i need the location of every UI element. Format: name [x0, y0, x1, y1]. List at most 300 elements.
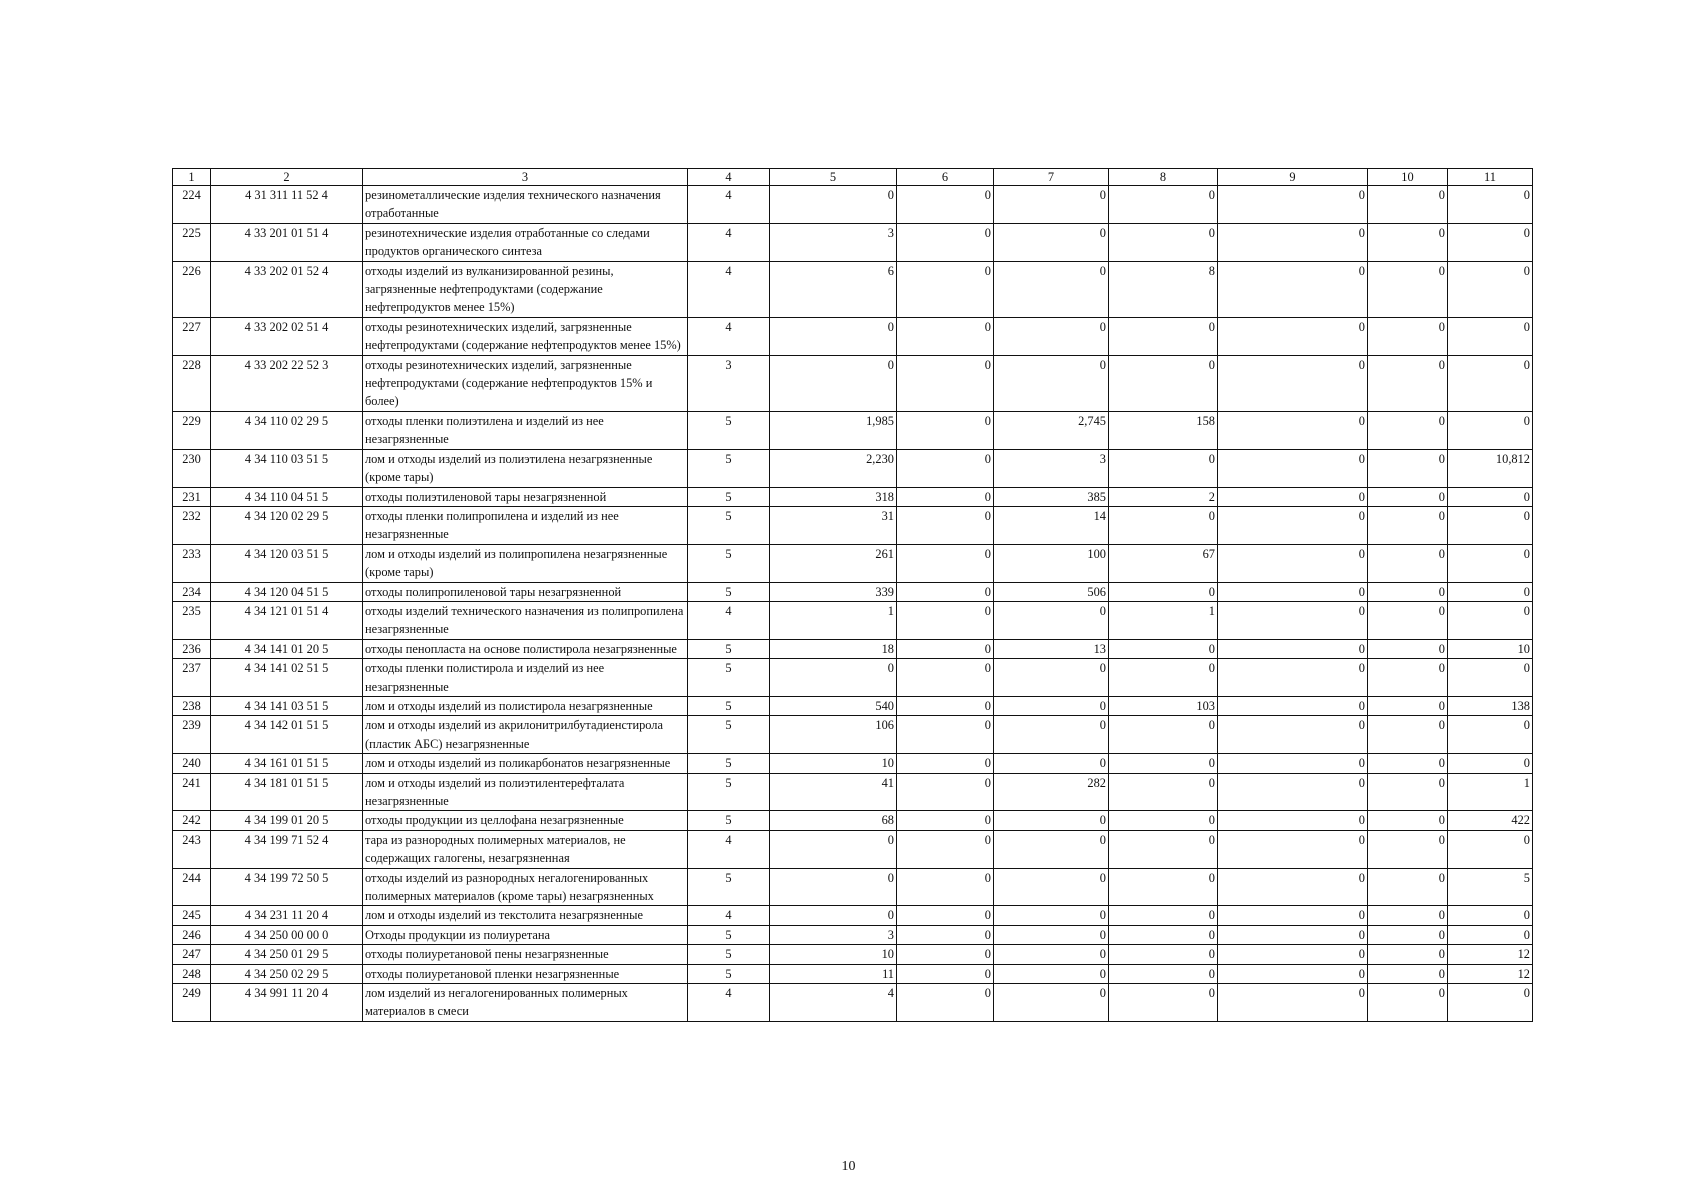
col-11-cell: 0 [1448, 582, 1533, 601]
col-6-cell: 0 [897, 754, 994, 773]
waste-code-cell: 4 34 141 01 20 5 [211, 639, 363, 658]
row-number-cell: 233 [173, 544, 211, 582]
header-cell-3: 3 [363, 169, 688, 186]
waste-code-cell: 4 34 141 03 51 5 [211, 696, 363, 715]
waste-name-cell: отходы пленки полипропилена и изделий из нее незагрязненные [363, 506, 688, 544]
row-number-cell: 238 [173, 696, 211, 715]
row-number-cell: 248 [173, 964, 211, 983]
col-8-cell: 67 [1109, 544, 1218, 582]
col-9-cell: 0 [1218, 223, 1368, 261]
header-cell-10: 10 [1368, 169, 1448, 186]
col-11-cell: 0 [1448, 830, 1533, 868]
col-9-cell: 0 [1218, 868, 1368, 906]
col-5-cell: 0 [770, 355, 897, 411]
col-8-cell: 2 [1109, 487, 1218, 506]
col-5-cell: 3 [770, 925, 897, 944]
col-7-cell: 13 [994, 639, 1109, 658]
waste-name-cell: резинометаллические изделия технического назначения отработанные [363, 186, 688, 224]
col-9-cell: 0 [1218, 582, 1368, 601]
col-11-cell: 10,812 [1448, 449, 1533, 487]
col-8-cell: 0 [1109, 945, 1218, 964]
table-row [173, 355, 1533, 411]
col-9-cell: 0 [1218, 659, 1368, 697]
col-6-cell: 0 [897, 449, 994, 487]
col-10-cell: 0 [1368, 223, 1448, 261]
table-row [173, 487, 1533, 506]
col-6-cell: 0 [897, 659, 994, 697]
table-row [173, 906, 1533, 925]
col-7-cell: 14 [994, 506, 1109, 544]
table-row [173, 261, 1533, 317]
waste-name-cell: тара из разнородных полимерных материалов, не содержащих галогены, незагрязненная [363, 830, 688, 868]
col-5-cell: 2,230 [770, 449, 897, 487]
col-11-cell: 0 [1448, 544, 1533, 582]
waste-name-cell: отходы пленки полистирола и изделий из нее незагрязненные [363, 659, 688, 697]
col-7-cell: 3 [994, 449, 1109, 487]
col-10-cell: 0 [1368, 945, 1448, 964]
col-10-cell: 0 [1368, 868, 1448, 906]
col-7-cell: 0 [994, 754, 1109, 773]
col-7-cell: 0 [994, 868, 1109, 906]
col-8-cell: 0 [1109, 639, 1218, 658]
header-cell-11: 11 [1448, 169, 1533, 186]
table-row [173, 582, 1533, 601]
hazard-class-cell: 4 [688, 223, 770, 261]
col-6-cell: 0 [897, 811, 994, 830]
col-9-cell: 0 [1218, 186, 1368, 224]
col-6-cell: 0 [897, 487, 994, 506]
waste-code-cell: 4 34 250 00 00 0 [211, 925, 363, 944]
col-10-cell: 0 [1368, 261, 1448, 317]
col-7-cell: 0 [994, 964, 1109, 983]
table-row [173, 449, 1533, 487]
hazard-class-cell: 5 [688, 582, 770, 601]
header-cell-6: 6 [897, 169, 994, 186]
waste-code-cell: 4 34 120 02 29 5 [211, 506, 363, 544]
table-row [173, 186, 1533, 224]
hazard-class-cell: 3 [688, 355, 770, 411]
col-9-cell: 0 [1218, 411, 1368, 449]
col-9-cell: 0 [1218, 945, 1368, 964]
col-10-cell: 0 [1368, 639, 1448, 658]
waste-code-cell: 4 33 202 22 52 3 [211, 355, 363, 411]
hazard-class-cell: 4 [688, 830, 770, 868]
hazard-class-cell: 4 [688, 261, 770, 317]
col-5-cell: 261 [770, 544, 897, 582]
col-8-cell: 0 [1109, 984, 1218, 1022]
col-11-cell: 0 [1448, 601, 1533, 639]
waste-code-cell: 4 34 120 04 51 5 [211, 582, 363, 601]
hazard-class-cell: 5 [688, 696, 770, 715]
col-7-cell: 506 [994, 582, 1109, 601]
col-5-cell: 10 [770, 945, 897, 964]
col-9-cell: 0 [1218, 355, 1368, 411]
col-5-cell: 318 [770, 487, 897, 506]
col-9-cell: 0 [1218, 830, 1368, 868]
header-cell-8: 8 [1109, 169, 1218, 186]
col-6-cell: 0 [897, 355, 994, 411]
table-row [173, 811, 1533, 830]
waste-code-cell: 4 34 231 11 20 4 [211, 906, 363, 925]
waste-name-cell: лом и отходы изделий из акрилонитрилбутадиенстирола (пластик АБС) незагрязненные [363, 716, 688, 754]
waste-data-table [172, 168, 1533, 1022]
header-row [173, 169, 1533, 186]
col-8-cell: 0 [1109, 830, 1218, 868]
col-5-cell: 0 [770, 868, 897, 906]
col-9-cell: 0 [1218, 925, 1368, 944]
col-5-cell: 1 [770, 601, 897, 639]
col-5-cell: 0 [770, 186, 897, 224]
waste-name-cell: отходы полипропиленовой тары незагрязненной [363, 582, 688, 601]
col-6-cell: 0 [897, 868, 994, 906]
col-10-cell: 0 [1368, 754, 1448, 773]
row-number-cell: 226 [173, 261, 211, 317]
col-9-cell: 0 [1218, 964, 1368, 983]
waste-code-cell: 4 34 199 01 20 5 [211, 811, 363, 830]
hazard-class-cell: 5 [688, 449, 770, 487]
table-row [173, 868, 1533, 906]
col-11-cell: 0 [1448, 355, 1533, 411]
col-8-cell: 0 [1109, 659, 1218, 697]
col-11-cell: 0 [1448, 925, 1533, 944]
col-8-cell: 0 [1109, 925, 1218, 944]
waste-name-cell: лом и отходы изделий из полипропилена незагрязненные (кроме тары) [363, 544, 688, 582]
col-11-cell: 0 [1448, 906, 1533, 925]
page-number: 10 [841, 1159, 856, 1174]
waste-code-cell: 4 34 142 01 51 5 [211, 716, 363, 754]
row-number-cell: 230 [173, 449, 211, 487]
col-9-cell: 0 [1218, 906, 1368, 925]
waste-name-cell: лом и отходы изделий из полиэтилентерефталата незагрязненные [363, 773, 688, 811]
row-number-cell: 242 [173, 811, 211, 830]
row-number-cell: 231 [173, 487, 211, 506]
waste-code-cell: 4 34 110 04 51 5 [211, 487, 363, 506]
col-6-cell: 0 [897, 601, 994, 639]
waste-code-cell: 4 34 121 01 51 4 [211, 601, 363, 639]
table-row [173, 639, 1533, 658]
col-9-cell: 0 [1218, 317, 1368, 355]
waste-name-cell: отходы полиэтиленовой тары незагрязненной [363, 487, 688, 506]
header-cell-9: 9 [1218, 169, 1368, 186]
col-7-cell: 0 [994, 945, 1109, 964]
row-number-cell: 237 [173, 659, 211, 697]
waste-name-cell: отходы резинотехнических изделий, загрязненные нефтепродуктами (содержание нефтепродуктов 15% и более) [363, 355, 688, 411]
waste-name-cell: отходы изделий технического назначения из полипропилена незагрязненные [363, 601, 688, 639]
col-11-cell: 10 [1448, 639, 1533, 658]
row-number-cell: 243 [173, 830, 211, 868]
col-7-cell: 2,745 [994, 411, 1109, 449]
col-9-cell: 0 [1218, 487, 1368, 506]
col-11-cell: 0 [1448, 716, 1533, 754]
hazard-class-cell: 5 [688, 811, 770, 830]
hazard-class-cell: 5 [688, 773, 770, 811]
col-10-cell: 0 [1368, 411, 1448, 449]
col-10-cell: 0 [1368, 601, 1448, 639]
col-6-cell: 0 [897, 964, 994, 983]
waste-name-cell: отходы пленки полиэтилена и изделий из нее незагрязненные [363, 411, 688, 449]
hazard-class-cell: 5 [688, 964, 770, 983]
col-9-cell: 0 [1218, 449, 1368, 487]
col-11-cell: 5 [1448, 868, 1533, 906]
col-7-cell: 0 [994, 317, 1109, 355]
col-6-cell: 0 [897, 186, 994, 224]
waste-code-cell: 4 34 250 02 29 5 [211, 964, 363, 983]
header-cell-7: 7 [994, 169, 1109, 186]
table-row [173, 964, 1533, 983]
col-6-cell: 0 [897, 582, 994, 601]
row-number-cell: 232 [173, 506, 211, 544]
col-7-cell: 0 [994, 186, 1109, 224]
col-5-cell: 0 [770, 830, 897, 868]
col-6-cell: 0 [897, 830, 994, 868]
col-6-cell: 0 [897, 696, 994, 715]
row-number-cell: 241 [173, 773, 211, 811]
table-row [173, 830, 1533, 868]
waste-code-cell: 4 33 202 02 51 4 [211, 317, 363, 355]
col-8-cell: 158 [1109, 411, 1218, 449]
row-number-cell: 245 [173, 906, 211, 925]
hazard-class-cell: 4 [688, 186, 770, 224]
waste-code-cell: 4 34 161 01 51 5 [211, 754, 363, 773]
waste-name-cell: отходы изделий из разнородных негалогенированных полимерных материалов (кроме тары) незагрязненных [363, 868, 688, 906]
col-8-cell: 0 [1109, 449, 1218, 487]
table-row [173, 544, 1533, 582]
col-10-cell: 0 [1368, 186, 1448, 224]
col-10-cell: 0 [1368, 506, 1448, 544]
col-7-cell: 0 [994, 223, 1109, 261]
header-cell-1: 1 [173, 169, 211, 186]
col-9-cell: 0 [1218, 696, 1368, 715]
waste-code-cell: 4 34 110 02 29 5 [211, 411, 363, 449]
col-5-cell: 0 [770, 659, 897, 697]
col-10-cell: 0 [1368, 716, 1448, 754]
col-11-cell: 0 [1448, 223, 1533, 261]
col-7-cell: 100 [994, 544, 1109, 582]
col-10-cell: 0 [1368, 964, 1448, 983]
col-7-cell: 0 [994, 696, 1109, 715]
col-10-cell: 0 [1368, 487, 1448, 506]
table-row [173, 223, 1533, 261]
col-8-cell: 0 [1109, 754, 1218, 773]
table-row [173, 716, 1533, 754]
table-row [173, 659, 1533, 697]
col-8-cell: 8 [1109, 261, 1218, 317]
col-9-cell: 0 [1218, 811, 1368, 830]
col-11-cell: 138 [1448, 696, 1533, 715]
waste-code-cell: 4 34 181 01 51 5 [211, 773, 363, 811]
table-row [173, 411, 1533, 449]
col-7-cell: 0 [994, 984, 1109, 1022]
hazard-class-cell: 4 [688, 906, 770, 925]
waste-name-cell: лом и отходы изделий из поликарбонатов незагрязненные [363, 754, 688, 773]
waste-name-cell: отходы продукции из целлофана незагрязненные [363, 811, 688, 830]
col-11-cell: 0 [1448, 984, 1533, 1022]
table-row [173, 945, 1533, 964]
waste-code-cell: 4 31 311 11 52 4 [211, 186, 363, 224]
col-11-cell: 0 [1448, 317, 1533, 355]
col-9-cell: 0 [1218, 773, 1368, 811]
col-11-cell: 0 [1448, 487, 1533, 506]
col-8-cell: 0 [1109, 582, 1218, 601]
col-5-cell: 1,985 [770, 411, 897, 449]
hazard-class-cell: 5 [688, 544, 770, 582]
col-9-cell: 0 [1218, 639, 1368, 658]
row-number-cell: 227 [173, 317, 211, 355]
hazard-class-cell: 5 [688, 487, 770, 506]
waste-name-cell: отходы полиуретановой пены незагрязненные [363, 945, 688, 964]
col-8-cell: 1 [1109, 601, 1218, 639]
hazard-class-cell: 5 [688, 925, 770, 944]
col-5-cell: 18 [770, 639, 897, 658]
col-11-cell: 0 [1448, 659, 1533, 697]
col-8-cell: 0 [1109, 223, 1218, 261]
col-7-cell: 0 [994, 925, 1109, 944]
col-6-cell: 0 [897, 773, 994, 811]
col-11-cell: 0 [1448, 261, 1533, 317]
col-8-cell: 0 [1109, 811, 1218, 830]
col-5-cell: 4 [770, 984, 897, 1022]
col-10-cell: 0 [1368, 317, 1448, 355]
hazard-class-cell: 4 [688, 984, 770, 1022]
col-5-cell: 106 [770, 716, 897, 754]
col-10-cell: 0 [1368, 830, 1448, 868]
col-7-cell: 0 [994, 355, 1109, 411]
waste-code-cell: 4 33 202 01 52 4 [211, 261, 363, 317]
col-11-cell: 0 [1448, 754, 1533, 773]
row-number-cell: 246 [173, 925, 211, 944]
col-11-cell: 12 [1448, 964, 1533, 983]
col-11-cell: 422 [1448, 811, 1533, 830]
col-8-cell: 0 [1109, 186, 1218, 224]
col-5-cell: 10 [770, 754, 897, 773]
col-8-cell: 0 [1109, 964, 1218, 983]
col-8-cell: 0 [1109, 716, 1218, 754]
hazard-class-cell: 5 [688, 411, 770, 449]
waste-code-cell: 4 34 991 11 20 4 [211, 984, 363, 1022]
row-number-cell: 249 [173, 984, 211, 1022]
col-6-cell: 0 [897, 984, 994, 1022]
header-cell-2: 2 [211, 169, 363, 186]
col-11-cell: 1 [1448, 773, 1533, 811]
col-5-cell: 31 [770, 506, 897, 544]
col-11-cell: 0 [1448, 186, 1533, 224]
col-7-cell: 0 [994, 811, 1109, 830]
col-10-cell: 0 [1368, 696, 1448, 715]
waste-code-cell: 4 34 141 02 51 5 [211, 659, 363, 697]
waste-name-cell: отходы пенопласта на основе полистирола незагрязненные [363, 639, 688, 658]
col-8-cell: 0 [1109, 906, 1218, 925]
waste-code-cell: 4 33 201 01 51 4 [211, 223, 363, 261]
row-number-cell: 244 [173, 868, 211, 906]
waste-code-cell: 4 34 199 72 50 5 [211, 868, 363, 906]
col-5-cell: 68 [770, 811, 897, 830]
col-9-cell: 0 [1218, 544, 1368, 582]
table-row [173, 984, 1533, 1022]
col-5-cell: 0 [770, 317, 897, 355]
hazard-class-cell: 4 [688, 601, 770, 639]
table-row [173, 925, 1533, 944]
table-row [173, 317, 1533, 355]
col-9-cell: 0 [1218, 754, 1368, 773]
waste-name-cell: отходы резинотехнических изделий, загрязненные нефтепродуктами (содержание нефтепродуктов менее 15%) [363, 317, 688, 355]
col-10-cell: 0 [1368, 582, 1448, 601]
row-number-cell: 236 [173, 639, 211, 658]
col-9-cell: 0 [1218, 261, 1368, 317]
col-6-cell: 0 [897, 411, 994, 449]
waste-name-cell: отходы полиуретановой пленки незагрязненные [363, 964, 688, 983]
col-6-cell: 0 [897, 906, 994, 925]
row-number-cell: 235 [173, 601, 211, 639]
col-9-cell: 0 [1218, 984, 1368, 1022]
col-10-cell: 0 [1368, 449, 1448, 487]
hazard-class-cell: 5 [688, 716, 770, 754]
table-row [173, 773, 1533, 811]
waste-name-cell: лом и отходы изделий из полиэтилена незагрязненные (кроме тары) [363, 449, 688, 487]
waste-name-cell: отходы изделий из вулканизированной резины, загрязненные нефтепродуктами (содержание нефтепродуктов менее 15%) [363, 261, 688, 317]
col-10-cell: 0 [1368, 659, 1448, 697]
col-8-cell: 0 [1109, 355, 1218, 411]
col-6-cell: 0 [897, 506, 994, 544]
col-5-cell: 41 [770, 773, 897, 811]
row-number-cell: 229 [173, 411, 211, 449]
col-8-cell: 0 [1109, 773, 1218, 811]
col-11-cell: 0 [1448, 506, 1533, 544]
col-7-cell: 0 [994, 716, 1109, 754]
row-number-cell: 225 [173, 223, 211, 261]
col-7-cell: 385 [994, 487, 1109, 506]
col-10-cell: 0 [1368, 811, 1448, 830]
col-8-cell: 0 [1109, 317, 1218, 355]
col-8-cell: 0 [1109, 506, 1218, 544]
col-5-cell: 339 [770, 582, 897, 601]
col-6-cell: 0 [897, 261, 994, 317]
col-6-cell: 0 [897, 223, 994, 261]
header-cell-5: 5 [770, 169, 897, 186]
col-5-cell: 0 [770, 906, 897, 925]
col-9-cell: 0 [1218, 506, 1368, 544]
row-number-cell: 239 [173, 716, 211, 754]
waste-code-cell: 4 34 250 01 29 5 [211, 945, 363, 964]
col-5-cell: 11 [770, 964, 897, 983]
table-row [173, 754, 1533, 773]
col-6-cell: 0 [897, 317, 994, 355]
col-6-cell: 0 [897, 639, 994, 658]
header-cell-4: 4 [688, 169, 770, 186]
waste-name-cell: резинотехнические изделия отработанные со следами продуктов органического синтеза [363, 223, 688, 261]
col-6-cell: 0 [897, 716, 994, 754]
col-5-cell: 540 [770, 696, 897, 715]
row-number-cell: 234 [173, 582, 211, 601]
col-7-cell: 0 [994, 659, 1109, 697]
row-number-cell: 247 [173, 945, 211, 964]
table-row [173, 696, 1533, 715]
col-7-cell: 0 [994, 261, 1109, 317]
waste-name-cell: лом и отходы изделий из текстолита незагрязненные [363, 906, 688, 925]
col-7-cell: 0 [994, 906, 1109, 925]
col-11-cell: 0 [1448, 411, 1533, 449]
col-5-cell: 3 [770, 223, 897, 261]
col-8-cell: 103 [1109, 696, 1218, 715]
col-10-cell: 0 [1368, 984, 1448, 1022]
col-6-cell: 0 [897, 945, 994, 964]
row-number-cell: 228 [173, 355, 211, 411]
col-10-cell: 0 [1368, 925, 1448, 944]
hazard-class-cell: 5 [688, 945, 770, 964]
col-6-cell: 0 [897, 544, 994, 582]
col-7-cell: 282 [994, 773, 1109, 811]
col-10-cell: 0 [1368, 773, 1448, 811]
col-9-cell: 0 [1218, 601, 1368, 639]
